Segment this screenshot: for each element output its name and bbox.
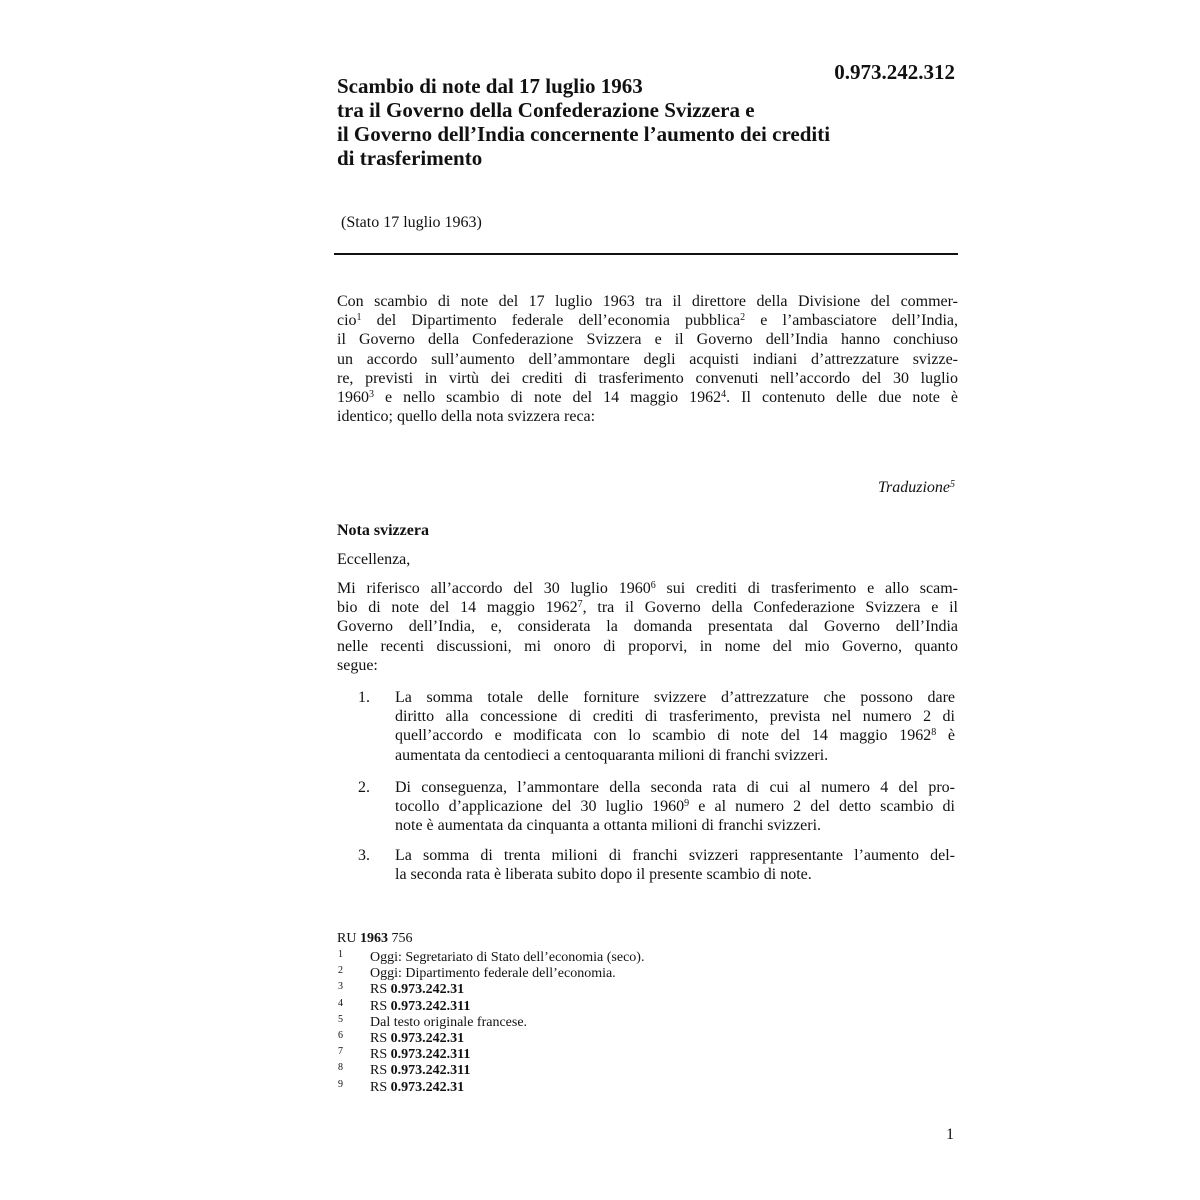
ru-prefix: RU (337, 931, 360, 946)
intro-paragraph (337, 292, 958, 426)
footnote-text (370, 983, 464, 997)
title-line: il Governo dell’India concernente l’aumento dei crediti (337, 122, 831, 146)
text-segment: segue: (337, 656, 378, 674)
text-segment: un accordo sull’aumento dell’ammontare degli acquisti indiani d’attrezzature svizze- (337, 350, 958, 368)
list-number: 2. (358, 779, 370, 796)
text-segment: la seconda rata è liberata subito dopo il presente scambio di note. (395, 866, 812, 884)
text-line (337, 369, 958, 388)
footnote-ref-number: 0.973.242.311 (390, 998, 471, 1014)
text-segment: quell’accordo e modificata con lo scambio di note del 14 maggio 1962 (395, 727, 932, 745)
list-text (395, 688, 955, 765)
footnote-text: Oggi: Segretariato di Stato dell’economia (seco). (370, 950, 645, 965)
footnote-ref: 4 (721, 389, 727, 401)
footnote-ref: 6 (650, 580, 656, 591)
text-segment: 1960 (337, 389, 369, 407)
footnote-text (370, 1081, 464, 1095)
ru-page: 756 (387, 931, 413, 946)
ru-year: 1963 (359, 931, 388, 946)
footnote (337, 1029, 837, 1048)
footnote-ref: 2 (740, 312, 746, 324)
text-line (337, 388, 958, 407)
text-segment: aumentata da centodieci a centoquaranta milioni di franchi svizzeri. (395, 746, 829, 764)
text-line (395, 707, 955, 726)
footnote-ref: 5 (950, 479, 955, 490)
footnote-prefix: RS (370, 998, 391, 1014)
text-segment: . Il contenuto delle due note è (726, 389, 958, 407)
status-date: (Stato 17 luglio 1963) (341, 214, 482, 231)
text-segment: re, previsti in virtù dei crediti di trasferimento convenuti nell’accordo del 30 luglio (337, 369, 958, 387)
text-line (395, 726, 955, 745)
text-segment: tocollo d’applicazione del 30 luglio 1960 (395, 798, 685, 816)
footnote-text (370, 1032, 464, 1046)
footnote-number: 4 (338, 997, 343, 1009)
sr-number: 0.973.242.312 (834, 60, 955, 84)
footnote-ref-number: 0.973.242.31 (390, 982, 465, 998)
footnote (337, 951, 837, 967)
text-segment: del Dipartimento federale dell’economia pubblica (361, 312, 741, 330)
footnote-number: 9 (338, 1078, 343, 1090)
section-heading: Nota svizzera (337, 522, 429, 539)
footnote-ref: 7 (577, 599, 583, 611)
footnote-prefix: RS (370, 1047, 391, 1063)
footnote-number: 8 (338, 1062, 343, 1074)
text-segment: La somma di trenta milioni di franchi svizzeri rappresentante l’aumento del- (395, 847, 955, 864)
translation-label (700, 479, 955, 497)
page-number: 1 (946, 1126, 954, 1143)
text-segment: , tra il Governo della Confederazione Svizzera e il (582, 599, 958, 617)
text-line (395, 865, 955, 884)
footnote (337, 1064, 837, 1080)
text-segment: identico; quello della nota svizzera reca: (337, 408, 596, 426)
horizontal-rule (334, 253, 958, 255)
footnote-ref-number: 0.973.242.31 (390, 1079, 465, 1095)
title-line: di trasferimento (337, 146, 483, 170)
footnote (337, 1078, 837, 1097)
footnote-number: 1 (338, 949, 343, 960)
text-segment: Con scambio di note del 17 luglio 1963 tra il direttore della Divisione del commer- (337, 293, 958, 310)
footnote-number: 2 (338, 965, 343, 977)
list-number: 3. (358, 847, 370, 864)
text-line (395, 778, 955, 797)
text-segment: Governo dell’India, e, considerata la domanda presentata dal Governo dell’India (337, 618, 958, 636)
footnote-ref: 1 (356, 312, 362, 324)
text-line (337, 637, 958, 656)
footnote (337, 997, 837, 1016)
footnote-ref-number: 0.973.242.31 (390, 1030, 465, 1046)
ru-reference (337, 931, 412, 947)
text-segment: Mi riferisco all’accordo del 30 luglio 1960 (337, 580, 651, 597)
footnote (337, 1013, 837, 1032)
text-line (395, 797, 955, 816)
footnotes (337, 951, 837, 1097)
text-segment: Di conseguenza, l’ammontare della seconda rata di cui al numero 4 del pro- (395, 779, 955, 796)
text-segment: sui crediti di trasferimento e allo scam- (655, 580, 959, 597)
title-line: tra il Governo della Confederazione Svizzera e (337, 98, 755, 122)
footnote-ref: 3 (369, 389, 374, 401)
footnote-prefix: RS (370, 982, 391, 998)
text-line (337, 598, 958, 617)
footnote-number: 6 (338, 1029, 343, 1041)
footnote-text (370, 1064, 470, 1078)
text-segment: cio (337, 312, 357, 330)
note-paragraph (337, 579, 958, 675)
list-text (395, 778, 955, 836)
text-line (337, 292, 958, 311)
title-line: Scambio di note dal 17 luglio 1963 (337, 74, 643, 98)
text-segment: il Governo della Confederazione Svizzera e il Governo dell’India hanno conchiuso (337, 331, 958, 349)
text-segment: note è aumentata da cinquanta a ottanta milioni di franchi svizzeri. (395, 817, 822, 835)
text-line (395, 816, 955, 835)
footnote-number: 3 (338, 981, 343, 993)
text-segment: diritto alla concessione di crediti di trasferimento, prevista nel numero 2 di (395, 708, 955, 726)
footnote (337, 967, 837, 983)
text-segment: La somma totale delle forniture svizzere d’attrezzature che possono dare (395, 689, 955, 706)
document-title (337, 74, 957, 170)
footnote-text: Dal testo originale francese. (370, 1014, 528, 1030)
footnote-prefix: RS (370, 1063, 391, 1079)
text-line (337, 617, 958, 636)
text-line (337, 407, 958, 426)
footnote-number: 5 (338, 1013, 343, 1025)
text-line (337, 579, 958, 598)
translation-text: Traduzione (877, 479, 950, 496)
text-line (395, 688, 955, 707)
text-segment: e l’ambasciatore dell’India, (745, 312, 958, 330)
footnote-number: 7 (338, 1046, 343, 1058)
footnote-prefix: RS (370, 1079, 391, 1095)
footnote-ref: 8 (931, 727, 937, 739)
text-segment: e al numero 2 del detto scambio di (689, 798, 955, 816)
footnote-ref-number: 0.973.242.311 (390, 1063, 471, 1079)
text-segment: nelle recenti discussioni, mi onoro di proporvi, in nome del mio Governo, quanto (337, 637, 958, 655)
footnote-prefix: RS (370, 1030, 391, 1046)
text-segment: bio di note del 14 maggio 1962 (337, 599, 578, 617)
salutation: Eccellenza, (337, 551, 411, 568)
text-line (337, 330, 958, 349)
text-segment: è (936, 727, 955, 745)
footnote-ref: 9 (684, 798, 690, 810)
text-line (395, 846, 955, 865)
footnote-text: Oggi: Dipartimento federale dell’economia. (370, 966, 616, 982)
footnote-text (370, 1048, 470, 1062)
text-line (337, 656, 958, 675)
text-line (337, 311, 958, 330)
footnote-text (370, 1000, 470, 1014)
text-line (395, 746, 955, 765)
footnote-ref-number: 0.973.242.311 (390, 1047, 471, 1063)
text-segment: e nello scambio di note del 14 maggio 1962 (374, 389, 722, 407)
list-number: 1. (358, 689, 370, 706)
text-line (337, 350, 958, 369)
list-text (395, 846, 955, 884)
footnote (337, 983, 837, 999)
footnote (337, 1048, 837, 1064)
